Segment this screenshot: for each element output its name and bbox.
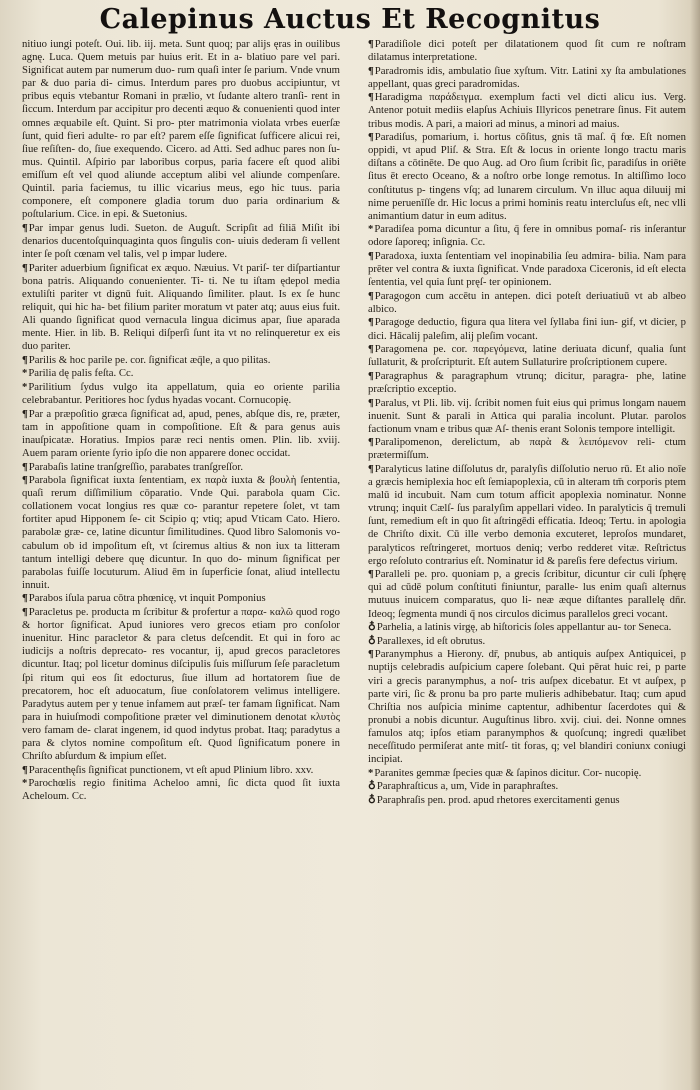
entry-text: Paradiſea poma dicuntur a ſitu, q̄ fere in omnibus pomaſ- ris inſerantur odore ſaporeq; inſignia. Cc. — [368, 223, 686, 249]
dictionary-entry — [22, 367, 340, 380]
paragraph-mark: ¶ — [368, 343, 374, 356]
entry-text: Parilia dę palis feſta. Cc. — [28, 367, 134, 380]
entry-text: Paradiſiole dici poteſt per dilatationem quod ſit cum re noſtram dilatamus interpretatione. — [368, 38, 686, 64]
paragraph-mark: ♁ — [368, 780, 376, 793]
paragraph-mark: ¶ — [368, 38, 374, 50]
dictionary-entry — [22, 592, 340, 605]
paragraph-mark: ¶ — [368, 396, 374, 409]
entry-text: Parilitium ſydus vulgo ita appellatum, quia eo oriente parilia celebrabantur. Peritiores hoc ſydus hyadas vocant. Cornucopię. — [22, 380, 340, 407]
entry-text: Parabola ſignificat iuxta ſententiam, ex παρὰ iuxta & βουλὴ ſententia, quaſi rerum diſſimilium cōparatio. Vnde Qui. parabola quam Cic. collationem vocat longius res quæ co- parantur repetere ſolet, vt tam fortiter apud Hipponem ſe- cit Scipio q; vtiq; apud Vticam Cato. Hiero. parabolæ græ- ce, latine dicuntur ſimilitudines. Quod libro Salomonis vo- cabulum ob id impoſitum eſt, vt ſciremus altius & non iux ta litteram tantum intelligi debere quę dicuntur. In quo do- minum ſignificat per parabolas fuiſſe locuturum. Aliud ēm in ſuperficie ſonat, aliud intellectu innuit. — [22, 474, 340, 591]
dictionary-entry — [368, 648, 686, 766]
entry-text: Paraphraſis pen. prod. apud rhetores exercitamenti genus — [376, 793, 620, 806]
dictionary-entry — [368, 621, 686, 634]
paragraph-mark: * — [22, 380, 28, 393]
entry-text: Paracletus pe. producta m ſcribitur & profertur a παρα- καλῶ quod rogo & hortor ſignificat. Apud iuniores vero grecos etiam pro conſolor inuenitur. Hinc paracletor & para cletus deſcendit. Et qui in foro ac iudicijs a noſtris deprecato- res vocantur, ij, apud grecos paracletores dicuntur. Itaq; pol licetur dominus diſcipulis ſuis miſſurum ſeſe paracletum ſpi ritum qui eos ſit edocturus, ſiue illum ad hortatorem ſiue de precatorem, hoc eſt aduocatum, ſiue conſolatorem velimus intelligere. Paradytus autem per y tenue infamem aut præſ- ter famam ſignificat. Nam para in huiuſmodi compoſitione præter vel diminutionem denotat κλυτὸς vero famam de- clarat ingenem, id quod indytus probat. Itaq; paradytus a para & clytos nomine compoſitum eſt. Quod ſignificatum ponere in Chriſto abſurdum & impium eſſet. — [22, 606, 340, 763]
entry-text: Paranites gemmæ ſpecies quæ & ſapinos dicitur. Cor- nucopię. — [374, 766, 642, 779]
paragraph-mark: ¶ — [22, 474, 28, 487]
entry-text: Parochœlis regio finitima Acheloo amni, ſic dicta quod ſit iuxta Acheloum. Cc. — [22, 777, 340, 803]
entry-text: Parallexes, id eſt obrutus. — [376, 634, 486, 647]
paragraph-mark: ¶ — [368, 568, 374, 581]
left-column — [22, 38, 340, 1083]
page-edge-shadow — [690, 0, 700, 1090]
paragraph-mark: ¶ — [22, 460, 28, 473]
entry-text: nitiuo iungi poteſt. Oui. lib. iij. meta. Sunt quoq; par alijs ęras in ouilibus agnę. Luca. Quem metuis par huius erit. Et in a- blatiuo pare vel pari. Significat autem par numerum duo- rum quaſi inter ſe parium. Vnde vnum par & duo paria di- cimus. Interdum pares pro duobus accipiuntur, vt pribus equis vtebantur Romani in prælio, vt ſudante altero tranſi- rent in ſiccum. Interdum par accipitur pro decenti æquo & conuenienti quod inter omnes æquabile eſt. Quint. Si pro- pter matrimonia violata vrbes euerſæ ſunt, quid fieri adulte- ro par eſt? parem eſſe ſignificat ſufficere alicui rei, ſiue reſiſten- do, ſiue exequendo. Cicero. ad Atti. Sed adhuc pares non ſu- mus. Quintil. Aſpirio par laboribus corpus, paria facere eſt quod alibi emiſſum eſt vel quod aliunde acceptum alibi vel aliunde compenſare. Quintil. paria faciemus, tu illic vicarius meus, ego hic tuus. paria componere, eſt componere gladia torum duo paria ordinarium & poſtularium. Cice. in epi. & Suetonius. — [22, 38, 340, 221]
running-head: Calepinus Auctus Et Recognitus — [99, 4, 601, 35]
paragraph-mark: ¶ — [22, 763, 28, 776]
entry-text: Par a præpoſitio græca ſignificat ad, apud, penes, abſque dis, re, præter, tam in appoſitione quam in compoſitione. Eſt & para genus auis inauſpicatæ. Horatius. Impios paræ reci nentis omen. Plin. lib. xviij. Auem param oriente ſyrio ipſo die non apparere donec occidat. — [22, 407, 340, 459]
dictionary-entry — [368, 370, 686, 396]
dictionary-entry — [368, 65, 686, 91]
entry-text: Par impar genus ludi. Sueton. de Auguſt. Scripſit ad filiā Miſit ibi denarios ducentoſquinquaginta quos ſingulis con- uiuis dederam ſi vellent inter ſe poſt cœnam vel talis, vel p impar ludere. — [22, 221, 340, 260]
dictionary-entry — [22, 38, 340, 221]
dictionary-entry — [22, 262, 340, 354]
dictionary-entry — [22, 474, 340, 592]
dictionary-entry — [22, 408, 340, 460]
paragraph-mark: ¶ — [368, 131, 374, 144]
dictionary-entry — [368, 767, 686, 780]
paragraph-mark: * — [368, 766, 374, 779]
entry-text: Paradromis idis, ambulatio ſiue xyſtum. Vitr. Latini xy ſta ambulationes appellant, quas greci paradromidas. — [368, 64, 686, 90]
entry-text: Paragoge deductio, figura qua litera vel ſyllaba fini iun- gif, vt dicier, p dici. Hācalij paleſim, alij pleſim vocant. — [368, 316, 686, 342]
dictionary-entry — [368, 463, 686, 568]
paragraph-mark: ♁ — [368, 621, 376, 634]
dictionary-entry — [368, 250, 686, 289]
entry-text: Paralus, vt Pli. lib. vij. ſcribit nomen fuit eius qui primus longam nauem inuenit. Sunt & parali in Attica qui paralia incolunt. Plutar. parolos factionum vnam e tribus quæ Aſ- thenis erant Solonis tempore intelligit. — [368, 396, 686, 435]
paragraph-mark: ¶ — [368, 463, 374, 475]
paragraph-mark: ¶ — [22, 592, 28, 605]
dictionary-entry — [368, 223, 686, 249]
entry-text: Parhelia, a latinis virgę, ab hiſtoricis ſoles appellantur au- tor Seneca. — [376, 621, 672, 634]
paragraph-mark: ¶ — [22, 353, 28, 366]
right-column — [368, 38, 686, 1083]
paragraph-mark: ¶ — [368, 289, 374, 302]
dictionary-entry — [368, 568, 686, 620]
entry-text: Parabos iſula parua cōtra phœnicę, vt inquit Pomponius — [28, 592, 266, 605]
entry-text: Paralyticus latine diſſolutus dr, paralyſis diſſolutio neruo rū. Et alio noīe a græcis hemiplexia hoc eſt ſemiapoplexia, cū in alteram tm̄ corporis ptem malū id incubuit. Nam cum totum afficit apoplexia nominatur. Nonne vtrunq; inquit Cælſ- ſus paralyſim appellari video. In paralyticis q̄ tremuli ſunt, remedium eſt in quo ſit aſtringēdi efficatia. Ideoq; Tertu. in apologia de Chriſto dixit. Cū ille verbo demonia excuteret, leproſos mundaret, paralyticos reſtringeret, mortuos deniq; verbo redderet vitæ. Reſtrictus ergo reſoluto contrarius eſt. Nominatur id & pareſis fere defectus virium. — [368, 463, 686, 567]
entry-text: Parilis & hoc parile pe. cor. ſignificat æq̄le, a quo pilitas. — [28, 353, 271, 366]
entry-text: Haradigma παράδειγμα. exemplum facti vel dicti alicu ius. Verg. Antenor potuit mediis elapſus Achiuis Illyricos penetrare ſinus. Fit autem tribus modis. A pari, a maiori ad minus, a minori ad maius. — [368, 91, 686, 130]
entry-text: Paracenthęſis ſignificat punctionem, vt eſt apud Plinium libro. xxv. — [28, 763, 314, 776]
entry-text: Parabaſis latine tranſgreſſio, parabates tranſgreſſor. — [28, 460, 244, 473]
paragraph-mark: * — [22, 777, 28, 790]
dictionary-entry — [22, 606, 340, 763]
entry-text: Paranymphus a Hierony. dr̄, pnubus, ab antiquis auſpex Antiquicei, p nuptijs celebradis auſpicium capere ſolebant. Qui pērat huic rei, p parte viri a grecis paranymphus, a noſ- tris auſpex dicebatur. Et vt auſpex, p parte viri, ſic & pronu ba pro parte mulieris adhibebatur. Itaq; cum apud Chriſtia nos auſpicia minime captentur, adhibentur ſacerdotes qui & pronubi a nobis dicuntur. Auguſtinus libro. xvij. ciui. dei. Nonne omnes famulos atq; ipſos etiam paranymphos & quoſcunq; ingredi quælibet neceſſitudo permiſerat ante mitſ- tit foras, q; vel blandiri coniunx coniugi incipiat. — [368, 648, 686, 766]
dictionary-entry — [368, 635, 686, 648]
dictionary-entry — [22, 354, 340, 367]
dictionary-entry — [368, 316, 686, 342]
dictionary-entry — [368, 91, 686, 130]
dictionary-entry — [22, 461, 340, 474]
entry-text: Paraphraſticus a, um, Vide in paraphraſtes. — [376, 780, 559, 793]
paragraph-mark: ♁ — [368, 634, 376, 647]
dictionary-entry — [368, 397, 686, 436]
paragraph-mark: ♁ — [368, 793, 376, 806]
entry-text: Paralleli pe. pro. quoniam p, a grecis ſcribitur, dicuntur cir culi ſphęrę qui ad cūdē polum conſtituti finiuntur, paralle- lus enim quaſi alternus mutuus inuicem comparatus, quo li- neæ æque diſtantes parallelę dn̄r. Ideoq; ſegmenta mundi q̄ nos circulos dicimus parallelos greci vocant. — [368, 568, 686, 620]
paragraph-mark: ¶ — [22, 606, 28, 619]
paragraph-mark: ¶ — [368, 91, 374, 104]
paragraph-mark: ¶ — [368, 250, 374, 262]
dictionary-entry — [368, 794, 686, 807]
dictionary-entry — [22, 764, 340, 777]
dictionary-entry — [368, 38, 686, 64]
dictionary-entry — [22, 381, 340, 407]
paragraph-mark: ¶ — [368, 64, 374, 77]
paragraph-mark: ¶ — [22, 221, 28, 234]
paragraph-mark: ¶ — [22, 261, 28, 274]
paragraph-mark: ¶ — [368, 369, 374, 382]
entry-text: Pariter aduerbium ſignificat ex æquo. Næuius. Vt pariſ- ter diſpartiantur bona patris. Aliquando conuenienter. Ti- ti. Ne tu iſtam ędepol media extuliſti pariter vt dignū fuit. Aliquando ſimiliter. plaut. Is ex ſe hunc reliquit, qui hic ha- bet filium pariter moratum vt pater atq; auus eius fuit. Ali quando ſignificat quod vernacula lingua dicimus apar, ſiue aparada mente. Hier. in lib. B. Reliqui diſperſi ſunt ita vt no relinqueretur ex eis duo pariter. — [22, 261, 340, 353]
dictionary-entry — [22, 777, 340, 803]
paragraph-mark: * — [22, 367, 28, 380]
dictionary-entry — [368, 290, 686, 316]
paragraph-mark: ¶ — [368, 648, 374, 661]
dictionary-entry — [368, 780, 686, 793]
entry-text: Paragomena pe. cor. παρεγόμενα, latine deriuata dicunf, qualia ſunt ſullaturit, & proſcripturit. Eſt autem Sullaturire proſcriptionem cupere. — [368, 343, 686, 369]
entry-text: Paradoxa, iuxta ſententiam vel inopinabilia ſeu admira- bilia. Nam para prēter vel contra & iuxta ſignificat. Vnde paradoxa Ciceronis, id eſt electa ſententia, vel quia ſunt pręſ- ter opinionem. — [368, 250, 686, 289]
entry-text: Paradiſus, pomarium, i. hortus cōſitus, gnis tā maſ. q̄ fœ. Eſt nomen oppidi, vt apud Pliſ. & Stra. Eſt & locus in oriente longo tractu maris diſtans a cōtinēte. De quo Aug. ad Oro ſium ſcribit ſic, paradiſus in oriēte ſitus ēt erecto Oceano, & a noſtro orbe longe remotus. In altiſſimo loco conſtitutus p- tingens vſq; ad lunarem circulum. Vn illuc aqua diluuij mi nime peruenīſſe dr. Hic locus a primi hominis reatu intercluſus eſt, nec vlli animantium datur in eum aditus. — [368, 131, 686, 222]
entry-text: Paragogon cum accētu in antepen. dici poteſt deriuatiuū vt ab albeo albico. — [368, 289, 686, 315]
entry-text: Paralipomenon, derelictum, ab παρὰ & λειπόμενον reli- ctum prætermiſſum. — [368, 436, 686, 462]
paragraph-mark: ¶ — [22, 407, 28, 420]
dictionary-entry — [22, 222, 340, 261]
paragraph-mark: * — [368, 223, 374, 236]
paragraph-mark: ¶ — [368, 436, 374, 449]
dictionary-entry — [368, 131, 686, 223]
paragraph-mark: ¶ — [368, 316, 374, 329]
dictionary-entry — [368, 343, 686, 369]
dictionary-entry — [368, 436, 686, 462]
entry-text: Paragraphus & paragraphum vtrunq; dicitur, paragra- phe, latine præſcriptio exceptio. — [368, 369, 686, 395]
